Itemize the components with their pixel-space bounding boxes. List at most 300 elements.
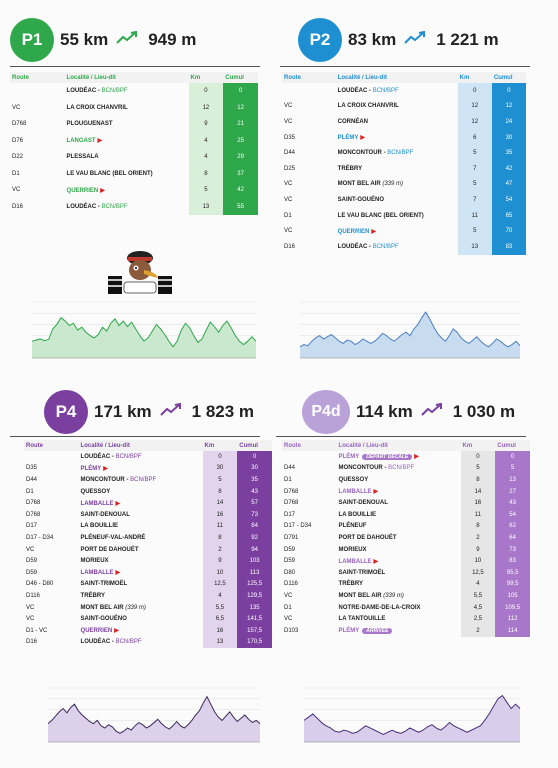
locality-name: PLESSALA	[66, 154, 99, 161]
locality: LOUDÉAC - BCN/BPF	[337, 87, 399, 94]
table-row	[282, 590, 530, 602]
stage-header	[298, 20, 499, 60]
locality-name: LE VAU BLANC (BEL ORIENT)	[337, 212, 424, 219]
cumul-value: 42	[492, 161, 526, 177]
route-code: D80	[284, 569, 296, 576]
route-table-p2	[282, 72, 526, 255]
km-value: 4	[461, 579, 496, 591]
locality	[337, 497, 461, 509]
route-code	[10, 83, 65, 100]
route-code: D116	[284, 581, 298, 588]
locality	[336, 114, 458, 130]
locality-name: PORT DE DAHOUËT	[80, 546, 139, 553]
stage-tag: ARRIVÉE	[362, 628, 392, 634]
locality-name: QUERRIEN	[66, 187, 99, 194]
table-row	[24, 613, 272, 625]
stage-header	[44, 392, 254, 432]
route-code: D17	[284, 511, 296, 518]
km-value: 5,5	[461, 590, 496, 602]
locality	[337, 602, 461, 614]
stage-badge: P4	[44, 390, 88, 434]
locality	[79, 613, 203, 625]
profile-area	[32, 318, 256, 358]
locality-name: MORIEUX	[338, 546, 367, 553]
altitude-note: (339 m)	[383, 592, 404, 599]
locality-name: QUERRIEN	[337, 228, 370, 235]
table-header-row	[282, 440, 530, 451]
table-row	[24, 625, 272, 637]
locality: LOUDÉAC - BCN/BPF	[80, 639, 142, 646]
km-value: 5	[203, 474, 238, 486]
route-code: VC	[26, 616, 35, 623]
cumul-value: 99,5	[495, 579, 530, 591]
cumul-value: 24	[492, 114, 526, 130]
cumul-value: 73	[495, 544, 530, 556]
table-row	[282, 192, 526, 208]
route-code	[282, 83, 336, 99]
table-row	[24, 474, 272, 486]
locality-name: PLÉNEUF	[338, 523, 367, 530]
locality	[79, 590, 203, 602]
route-code: D16	[284, 243, 296, 250]
table-row	[10, 149, 258, 166]
col-header-km: Km	[458, 72, 492, 83]
locality-name: QUESSOY	[80, 488, 111, 495]
locality-name: LOUDÉAC	[337, 87, 368, 94]
locality	[65, 133, 189, 150]
table-row	[282, 497, 530, 509]
table-row	[24, 509, 272, 521]
control-label: BCN/BPF	[101, 203, 128, 210]
route-code: D1	[284, 212, 292, 219]
route-code: D22	[12, 154, 24, 161]
route-code: VC	[284, 228, 293, 235]
table-row	[282, 613, 530, 625]
route-code: VC	[26, 604, 35, 611]
table-row	[282, 223, 526, 239]
km-value: 0	[458, 83, 492, 99]
table-row	[282, 544, 530, 556]
locality	[337, 567, 461, 579]
route-code: D791	[284, 534, 299, 541]
locality	[336, 177, 458, 193]
table-row	[282, 99, 526, 115]
elevation-trend-icon	[160, 402, 186, 422]
cumul-value: 43	[495, 497, 530, 509]
cumul-value: 84	[237, 521, 272, 533]
cumul-value: 157,5	[237, 625, 272, 637]
table-row	[282, 486, 530, 498]
cumul-value: 109,5	[495, 602, 530, 614]
profile-area	[48, 697, 260, 742]
cumul-value: 0	[237, 451, 272, 463]
table-row	[282, 602, 530, 614]
locality-name: PORT DE DAHOUËT	[338, 534, 397, 541]
stage-elevation: 949 m	[148, 30, 197, 49]
locality	[336, 130, 458, 146]
flag-icon: ▶	[114, 628, 119, 635]
cumul-value: 125,5	[237, 579, 272, 591]
locality-name: LAMBALLE	[80, 500, 114, 507]
table-row	[10, 182, 258, 199]
table-row	[24, 521, 272, 533]
route-code: VC	[284, 592, 293, 599]
locality	[79, 486, 203, 498]
km-value: 9	[203, 555, 238, 567]
km-value: 0	[203, 451, 238, 463]
locality	[336, 208, 458, 224]
cumul-value: 92	[237, 532, 272, 544]
km-value: 5	[461, 463, 496, 475]
km-value: 12,5	[203, 579, 238, 591]
cumul-value: 37	[223, 166, 258, 183]
locality	[337, 579, 461, 591]
locality: MONCONTOUR - BCN/BPF	[337, 150, 414, 157]
cumul-value: 25	[223, 133, 258, 150]
stage-tag: DÉPART DÉCALÉ	[362, 454, 412, 460]
locality	[337, 590, 461, 602]
locality	[65, 166, 189, 183]
cumul-value: 0	[495, 451, 530, 463]
elevation-profile-p1	[14, 298, 258, 364]
locality-name: SAINT-TRIMOËL	[338, 569, 386, 576]
km-value: 5	[458, 177, 492, 193]
elevation-trend-icon	[421, 402, 447, 422]
locality: LOUDÉAC - BCN/BPF	[80, 453, 142, 460]
table-row	[282, 509, 530, 521]
table-row	[282, 83, 526, 99]
km-value: 16	[203, 509, 238, 521]
km-value: 13	[189, 199, 224, 216]
route-code: D1	[26, 488, 34, 495]
elevation-trend-icon	[404, 30, 430, 50]
km-value: 30	[203, 463, 238, 475]
control-label: BCN/BPF	[115, 639, 142, 646]
locality-name: TRÉBRY	[80, 592, 105, 599]
route-code: VC	[26, 546, 35, 553]
locality: LOUDÉAC - BCN/BPF	[66, 88, 128, 95]
locality-name: SAINT-DENOUAL	[338, 500, 388, 507]
locality-name: TRÉBRY	[337, 165, 363, 172]
km-value: 16	[461, 497, 496, 509]
locality-name: TRÉBRY	[338, 581, 363, 588]
km-value: 0	[189, 83, 224, 100]
table-row	[24, 590, 272, 602]
locality-name: MONCONTOUR	[337, 150, 382, 157]
locality	[337, 532, 461, 544]
col-header-cumul: Cumul	[223, 72, 258, 83]
km-value: 5	[189, 182, 224, 199]
col-header-cumul: Cumul	[237, 440, 272, 451]
cumul-value: 57	[237, 497, 272, 509]
col-header-km: Km	[203, 440, 238, 451]
km-value: 14	[203, 497, 238, 509]
flag-icon: ▶	[103, 465, 108, 472]
route-code: D16	[26, 639, 38, 646]
flag-icon: ▶	[97, 138, 103, 145]
km-value: 6	[458, 130, 492, 146]
cumul-value: 62	[495, 521, 530, 533]
route-code: VC	[284, 118, 293, 125]
km-value: 8	[203, 486, 238, 498]
locality-name: QUERRIEN	[80, 628, 113, 635]
elevation-profile-p2	[282, 298, 522, 364]
divider	[276, 436, 526, 437]
locality	[336, 161, 458, 177]
route-code: D59	[26, 558, 38, 565]
table-row	[24, 532, 272, 544]
km-value: 12	[458, 114, 492, 130]
locality	[79, 602, 203, 614]
locality	[65, 182, 189, 199]
locality-name: LA TANTOUILLE	[338, 616, 386, 623]
stage-header	[10, 20, 196, 60]
cumul-value: 83	[495, 555, 530, 567]
locality	[337, 544, 461, 556]
route-code: D1	[12, 170, 20, 177]
table-row	[10, 199, 258, 216]
locality-name: SAINT-GOUÉNO	[80, 616, 127, 623]
divider	[280, 66, 530, 67]
cumul-value: 47	[492, 177, 526, 193]
stage-distance: 171 km	[94, 402, 152, 421]
table-row	[24, 602, 272, 614]
locality-name: CORNÉAN	[337, 118, 369, 125]
route-table-p4	[24, 440, 272, 648]
locality-name: LOUDÉAC	[66, 88, 97, 95]
route-code	[24, 451, 79, 463]
locality	[79, 579, 203, 591]
route-code: VC	[12, 104, 21, 111]
stage-distance: 83 km	[348, 30, 397, 49]
route-code: D768	[26, 511, 41, 518]
cumul-value: 30	[492, 130, 526, 146]
col-header-cumul: Cumul	[492, 72, 526, 83]
cumul-value: 170,5	[237, 637, 272, 649]
cumul-value: 135	[237, 602, 272, 614]
route-code: D1	[284, 604, 292, 611]
route-code: VC	[284, 103, 293, 110]
control-label: BCN/BPF	[372, 87, 399, 94]
km-value: 2	[461, 625, 496, 637]
km-value: 11	[203, 521, 238, 533]
table-row	[10, 133, 258, 150]
table-row	[282, 161, 526, 177]
table-row	[282, 474, 530, 486]
km-value: 4	[189, 133, 224, 150]
cumul-value: 103	[237, 555, 272, 567]
locality-name: LOUDÉAC	[66, 203, 97, 210]
table-row	[24, 497, 272, 509]
locality-name: LAMBALLE	[80, 570, 114, 577]
locality-name: SAINT-DENOUAL	[80, 511, 130, 518]
km-value: 8	[461, 521, 496, 533]
km-value: 12	[458, 99, 492, 115]
flag-icon: ▶	[115, 500, 121, 507]
km-value: 9	[461, 544, 496, 556]
table-row	[282, 532, 530, 544]
route-code: D59	[284, 546, 296, 553]
locality	[79, 463, 203, 475]
divider	[10, 436, 260, 437]
col-header-locality: Localité / Lieu-dit	[337, 440, 461, 451]
flag-icon: ▶	[100, 187, 105, 194]
locality	[79, 567, 203, 579]
table-row	[282, 239, 526, 255]
col-header-locality: Localité / Lieu-dit	[65, 72, 189, 83]
table-row	[282, 451, 530, 463]
table-row	[282, 555, 530, 567]
route-code: D768	[284, 500, 299, 507]
km-value: 4	[189, 149, 224, 166]
stage-header	[302, 392, 515, 432]
locality-name: LA BOUILLIE	[80, 523, 118, 530]
table-row	[282, 521, 530, 533]
table-row	[24, 579, 272, 591]
cumul-value: 70	[492, 223, 526, 239]
locality: LOUDÉAC - BCN/BPF	[66, 203, 128, 210]
route-code: D59	[284, 558, 296, 565]
table-row	[24, 544, 272, 556]
route-code: D46 - D80	[26, 581, 54, 588]
cumul-value: 112	[495, 613, 530, 625]
cumul-value: 113	[237, 567, 272, 579]
stage-elevation: 1 823 m	[191, 402, 255, 421]
table-row	[282, 114, 526, 130]
locality-name: SAINT-TRIMOËL	[80, 581, 128, 588]
stage-elevation: 1 030 m	[452, 402, 516, 421]
col-header-route: Route	[282, 440, 337, 451]
km-value: 4	[203, 590, 238, 602]
route-code: VC	[284, 181, 293, 188]
table-row	[24, 567, 272, 579]
locality	[337, 486, 461, 498]
cumul-value: 73	[237, 509, 272, 521]
km-value: 2,5	[461, 613, 496, 625]
route-code: VC	[284, 616, 293, 623]
locality-name: PLÉMY	[338, 454, 360, 461]
km-value: 5	[458, 223, 492, 239]
col-header-route: Route	[10, 72, 65, 83]
col-header-route: Route	[24, 440, 79, 451]
locality	[79, 555, 203, 567]
cumul-value: 35	[492, 145, 526, 161]
route-code: D44	[284, 465, 296, 472]
route-code: D16	[12, 203, 24, 210]
cumul-value: 141,5	[237, 613, 272, 625]
table-row	[282, 567, 530, 579]
cumul-value: 54	[492, 192, 526, 208]
locality	[79, 509, 203, 521]
locality-name: PLÉNEUF-VAL-ANDRÉ	[80, 534, 146, 541]
locality: MONCONTOUR - BCN/BPF	[80, 476, 157, 483]
locality	[337, 474, 461, 486]
cumul-value: 114	[495, 625, 530, 637]
stage-badge: P2	[298, 18, 342, 62]
locality	[65, 116, 189, 133]
altitude-note: (339 m)	[125, 604, 146, 611]
table-row	[10, 166, 258, 183]
stage-distance: 55 km	[60, 30, 109, 49]
cumul-value: 54	[495, 509, 530, 521]
locality-name: MONT BEL AIR	[80, 604, 124, 611]
route-code: D44	[26, 476, 38, 483]
route-code: D44	[284, 150, 296, 157]
table-row	[282, 145, 526, 161]
divider	[10, 66, 260, 67]
route-code: D35	[284, 134, 296, 141]
km-value: 2	[203, 544, 238, 556]
cumul-value: 43	[237, 486, 272, 498]
km-value: 2	[461, 532, 496, 544]
cumul-value: 35	[237, 474, 272, 486]
cumul-value: 0	[492, 83, 526, 99]
route-code: D768	[284, 488, 299, 495]
route-code: VC	[284, 196, 293, 203]
cumul-value: 42	[223, 182, 258, 199]
locality-name: MORIEUX	[80, 558, 109, 565]
control-label: BCN/BPF	[101, 88, 128, 95]
locality-name: SAINT-GOUÉNO	[337, 196, 385, 203]
locality	[79, 532, 203, 544]
km-value: 4,5	[461, 602, 496, 614]
cumul-value: 29	[223, 149, 258, 166]
locality	[79, 497, 203, 509]
cumul-value: 13	[495, 474, 530, 486]
gecon-mascot-logo	[104, 240, 176, 300]
km-value: 8	[189, 166, 224, 183]
route-code: D116	[26, 592, 40, 599]
locality	[337, 521, 461, 533]
flag-icon: ▶	[115, 570, 121, 577]
altitude-note: (339 m)	[382, 181, 404, 188]
km-value: 16	[203, 625, 238, 637]
locality-name: LA BOUILLIE	[338, 511, 376, 518]
locality	[337, 613, 461, 625]
table-row	[282, 130, 526, 146]
control-label: BCN/BPF	[372, 243, 399, 250]
km-value: 10	[461, 555, 496, 567]
cumul-value: 55	[223, 199, 258, 216]
route-code: D59	[26, 569, 38, 576]
control-label: BCN/BPF	[388, 465, 415, 472]
km-value: 12,5	[461, 567, 496, 579]
locality-name: LE VAU BLANC (BEL ORIENT)	[66, 170, 153, 177]
table-row	[24, 555, 272, 567]
cumul-value: 12	[492, 99, 526, 115]
col-header-route: Route	[282, 72, 336, 83]
locality: MONCONTOUR - BCN/BPF	[338, 465, 415, 472]
km-value: 0	[461, 451, 496, 463]
locality-name: PLÉMY	[80, 465, 102, 472]
cumul-value: 65	[492, 208, 526, 224]
stage-elevation: 1 221 m	[436, 30, 499, 49]
stage-badge: P4d	[302, 390, 350, 434]
km-value: 13	[203, 637, 238, 649]
flag-icon: ▶	[371, 228, 376, 235]
table-row	[24, 463, 272, 475]
cumul-value: 21	[223, 116, 258, 133]
locality	[337, 451, 461, 463]
flag-icon: ▶	[373, 489, 379, 496]
cumul-value: 5	[495, 463, 530, 475]
locality-name: LANGAST	[66, 138, 96, 145]
cumul-value: 95,5	[495, 567, 530, 579]
col-header-locality: Localité / Lieu-dit	[336, 72, 458, 83]
locality-name: NOTRE-DAME-DE-LA-CROIX	[338, 604, 421, 611]
locality-name: MONCONTOUR	[338, 465, 383, 472]
route-table-p1	[10, 72, 258, 215]
